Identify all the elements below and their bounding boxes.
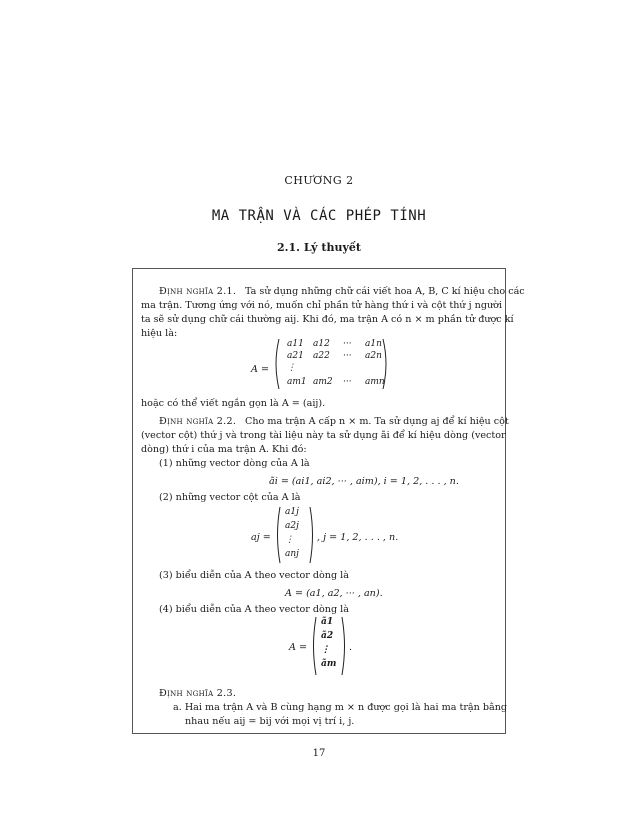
matrix-cell: ⋮ — [287, 363, 296, 373]
matrix-lhs: A = — [251, 364, 270, 375]
def23-label: Định nghĩa 2.3. — [159, 688, 237, 699]
chapter-label: CHƯƠNG 2 — [284, 174, 354, 187]
def21-line3: ta sẽ sử dụng chữ cái thường aij. Khi đó, ma trận A có n × m phần tử được kí — [141, 314, 514, 325]
matrix-cell: ··· — [343, 339, 352, 349]
rowvec-entry: ã2 — [321, 631, 334, 641]
matrix-cell: a12 — [313, 339, 330, 349]
def22-item2: (2) những vector cột của A là — [159, 492, 301, 503]
matrix-cell: a11 — [287, 339, 304, 349]
def21-line4: hiệu là: — [141, 328, 178, 339]
def22-item3: (3) biểu diễn của A theo vector dòng là — [159, 570, 349, 581]
def22-line1: Cho ma trận A cấp n × m. Ta sử dụng aj để kí hiệu cột — [245, 416, 509, 427]
matrix-a — [273, 337, 389, 391]
def21-after: hoặc có thể viết ngắn gọn là A = (aij). — [141, 398, 326, 409]
def22-line3: dòng) thứ i của ma trận A. Khi đó: — [141, 444, 307, 455]
def21-line2: ma trận. Tương ứng với nó, muốn chỉ phần tử hàng thứ i và cột thứ j người — [141, 300, 503, 311]
def22-eq3: A = (a1, a2, ··· , an). — [285, 588, 383, 599]
rowvec-lhs: A = — [289, 642, 308, 653]
matrix-cell: amn — [365, 377, 385, 387]
matrix-cell: ··· — [343, 377, 352, 387]
column-vector — [275, 505, 315, 565]
row-vector-stack — [311, 615, 347, 677]
matrix-cell: a22 — [313, 351, 330, 361]
def22-item4: (4) biểu diễn của A theo vector dòng là — [159, 604, 349, 615]
matrix-cell: am1 — [287, 377, 307, 387]
matrix-cell: a1n — [365, 339, 382, 349]
def22-label: Định nghĩa 2.2. — [159, 416, 237, 427]
chapter-title: MA TRẬN VÀ CÁC PHÉP TÍNH — [211, 208, 427, 224]
matrix-cell: am2 — [313, 377, 333, 387]
matrix-cell: a21 — [287, 351, 304, 361]
colvec-entry: a2j — [285, 521, 299, 531]
colvec-entry: ⋮ — [285, 535, 294, 545]
section-heading: 2.1. Lý thuyết — [277, 241, 361, 254]
def22-eq1: ãi = (ai1, ai2, ··· , aim), i = 1, 2, . . . , n. — [269, 476, 459, 487]
rowvec-rhs: . — [349, 642, 353, 653]
rowvec-entry: ⋮ — [321, 645, 330, 655]
definitions-box — [132, 268, 525, 734]
def22-item1: (1) những vector dòng của A là — [159, 458, 310, 469]
def23-line2: nhau nếu aij = bij với mọi vị trí i, j. — [185, 716, 355, 727]
colvec-entry: anj — [285, 549, 299, 559]
def23-line1: a. Hai ma trận A và B cùng hạng m × n được gọi là hai ma trận bằng — [173, 702, 508, 713]
matrix-cell: ··· — [343, 351, 352, 361]
rowvec-entry: ã1 — [321, 617, 334, 627]
def22-line2: (vector cột) thứ j và trong tài liệu này ta sử dụng ãi để kí hiệu dòng (vector — [141, 430, 506, 441]
matrix-cell: a2n — [365, 351, 382, 361]
def21-label: Định nghĩa 2.1. — [159, 286, 237, 297]
def21-line1: Ta sử dụng những chữ cái viết hoa A, B, C kí hiệu cho các — [245, 286, 525, 297]
colvec-lhs: aj = — [251, 532, 271, 543]
page-number: 17 — [312, 748, 326, 759]
rowvec-entry: ãm — [321, 659, 337, 669]
colvec-entry: a1j — [285, 507, 299, 517]
colvec-rhs: , j = 1, 2, . . . , n. — [317, 532, 399, 543]
